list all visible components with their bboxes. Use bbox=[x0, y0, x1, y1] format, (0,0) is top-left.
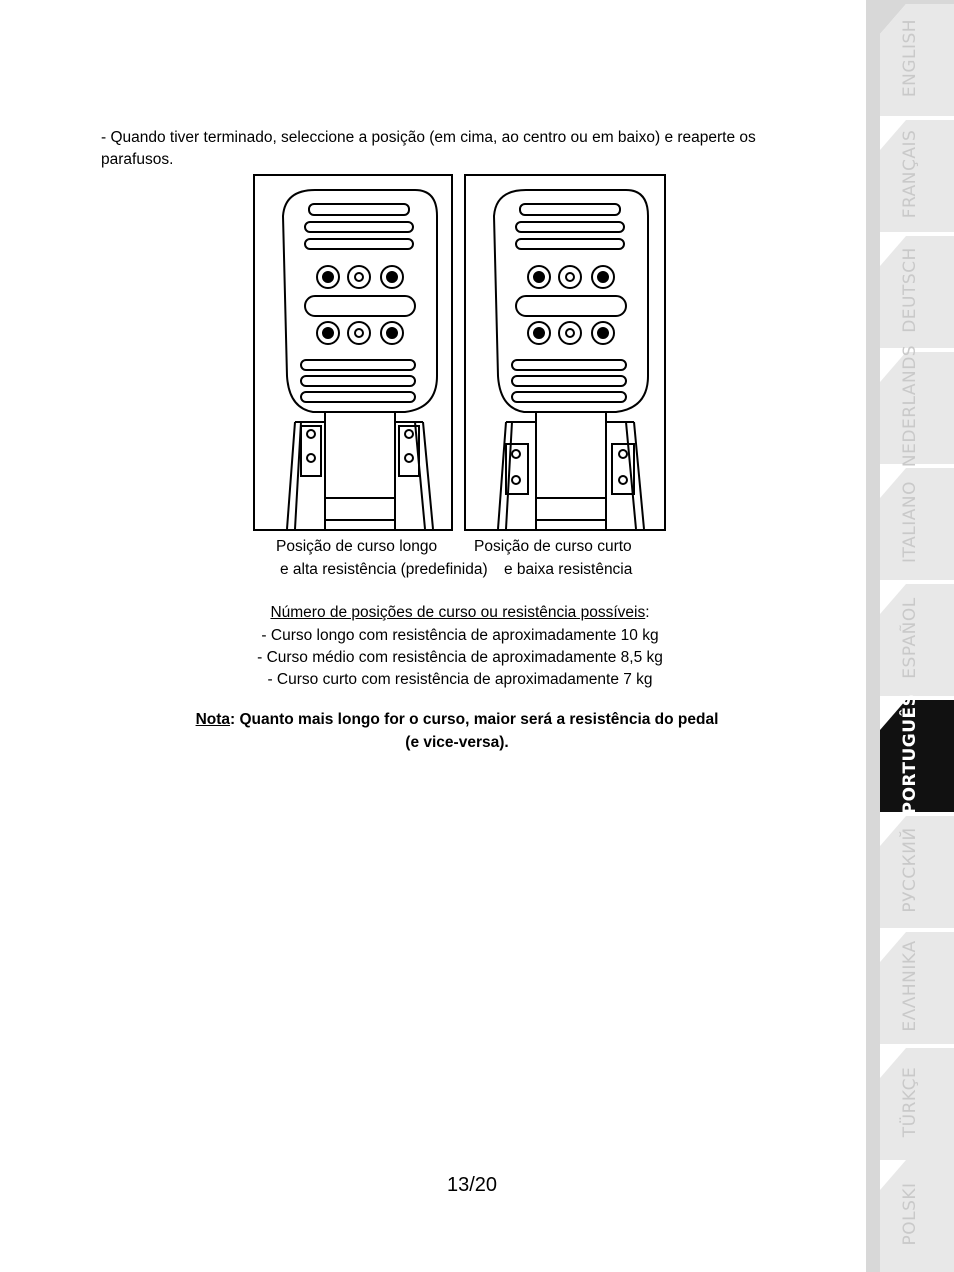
tab-deutsch[interactable] bbox=[866, 232, 954, 348]
page-number: 13/20 bbox=[446, 1174, 498, 1196]
tab-label: NEDERLANDS bbox=[900, 344, 920, 468]
tab-francais[interactable] bbox=[866, 116, 954, 232]
language-tab-bar bbox=[866, 0, 954, 1272]
pedal-figure-short-stroke bbox=[464, 174, 666, 531]
tab-label: ESPAÑOL bbox=[900, 597, 920, 679]
caption-right-line1: Posição de curso curto bbox=[474, 538, 632, 555]
tab-russian[interactable] bbox=[866, 812, 954, 928]
pedal-figure-long-stroke bbox=[253, 174, 453, 531]
caption-left-line2: e alta resistência (predefinida) bbox=[280, 561, 488, 578]
position-item: - Curso médio com resistência de aproximadamente 8,5 kg bbox=[257, 649, 663, 666]
tab-label: PORTUGUÊS bbox=[900, 693, 920, 815]
note-text: : Quanto mais longo for o curso, maior será a resistência do pedal bbox=[230, 711, 719, 728]
caption-left-line1: Posição de curso longo bbox=[276, 538, 438, 555]
tab-label: FRANÇAIS bbox=[900, 129, 920, 219]
note-line1 bbox=[160, 708, 754, 731]
tab-english[interactable] bbox=[866, 0, 954, 116]
tab-label: POLSKI bbox=[900, 1182, 920, 1246]
caption-right-line2: e baixa resistência bbox=[504, 561, 633, 578]
tab-label: DEUTSCH bbox=[900, 247, 920, 333]
positions-heading-colon: : bbox=[645, 604, 650, 621]
tab-nederlands[interactable] bbox=[866, 344, 954, 468]
tab-italiano[interactable] bbox=[866, 464, 954, 580]
note-label: Nota bbox=[195, 711, 231, 728]
tab-turkce[interactable] bbox=[866, 1044, 954, 1160]
pedal-illustration-left bbox=[255, 176, 451, 529]
intro-paragraph: - Quando tiver terminado, seleccione a posição (em cima, ao centro ou em baixo) e reaperte os parafusos. bbox=[101, 129, 756, 168]
tab-label: ITALIANO bbox=[900, 481, 920, 563]
tab-greek[interactable] bbox=[866, 928, 954, 1044]
pedal-illustration-right bbox=[466, 176, 664, 529]
tab-label: РУССКИЙ bbox=[900, 827, 920, 913]
tab-espanol[interactable] bbox=[866, 580, 954, 696]
tab-portugues[interactable] bbox=[866, 693, 954, 815]
tab-label: ENGLISH bbox=[900, 18, 920, 98]
note-line2: (e vice-versa). bbox=[405, 734, 509, 751]
tab-polski[interactable] bbox=[866, 1156, 954, 1272]
positions-heading-text: Número de posições de curso ou resistência possíveis bbox=[270, 604, 646, 621]
position-item: - Curso longo com resistência de aproximadamente 10 kg bbox=[261, 627, 659, 644]
position-item: - Curso curto com resistência de aproximadamente 7 kg bbox=[267, 671, 653, 688]
positions-heading bbox=[160, 602, 760, 625]
tab-label: ΕΛΛΗΝΙΚΑ bbox=[900, 940, 920, 1032]
tab-label: TÜRKÇE bbox=[900, 1066, 920, 1138]
